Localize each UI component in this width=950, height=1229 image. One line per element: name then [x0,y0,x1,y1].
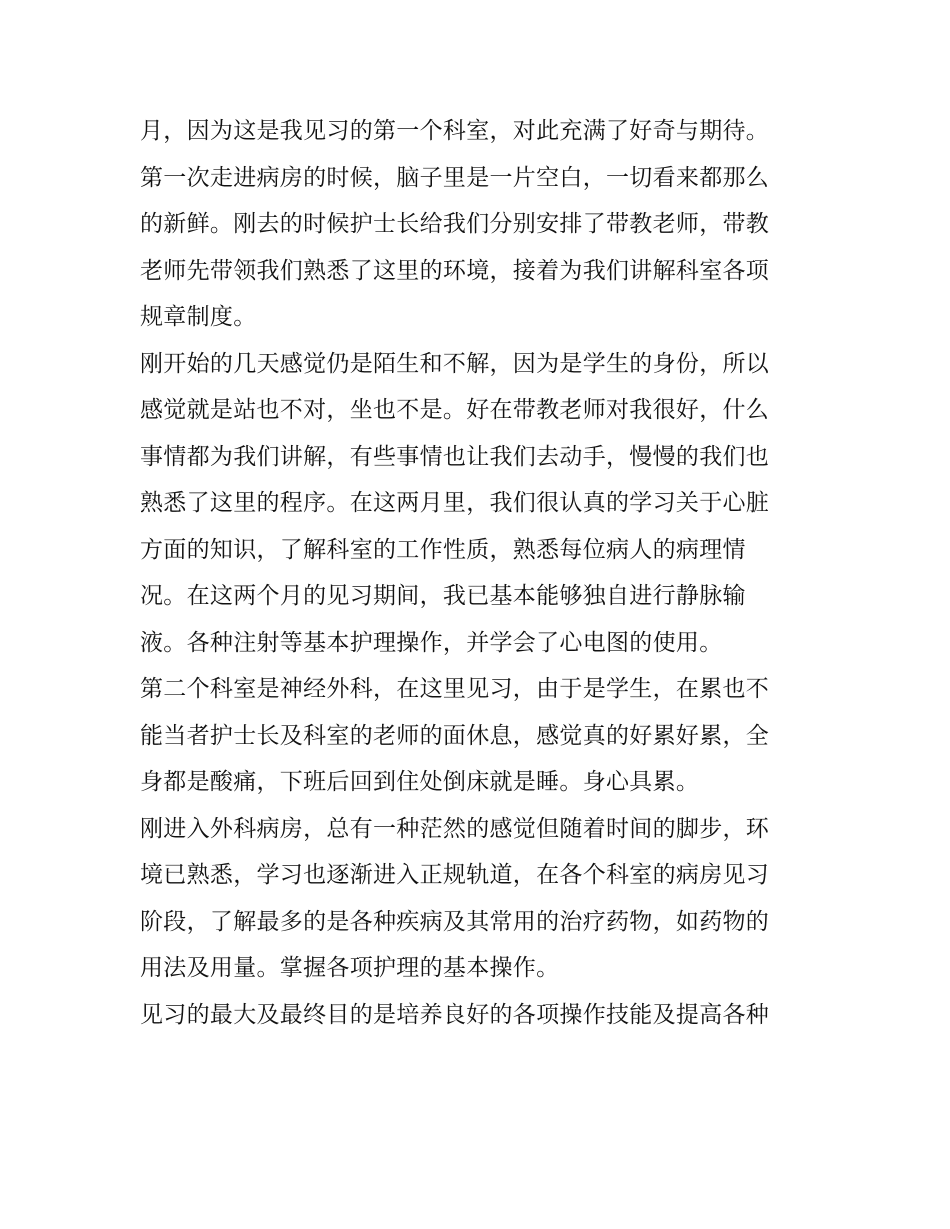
text-line: 月，因为这是我见习的第一个科室，对此充满了好奇与期待。 [140,118,770,144]
text-line: 事情都为我们讲解，有些事情也让我们去动手，慢慢的我们也 [140,443,770,470]
text-line: 规章制度。 [140,304,257,330]
text-line: 阶段，了解最多的是各种疾病及其常用的治疗药物，如药物的 [140,908,770,935]
text-line: 刚进入外科病房，总有一种茫然的感觉但随着时间的脚步，环 [140,815,770,842]
text-line: 刚开始的几天感觉仍是陌生和不解，因为是学生的身份，所以 [140,350,770,377]
text-line: 见习的最大及最终目的是培养良好的各项操作技能及提高各种 [140,1001,770,1028]
body-text [140,108,820,1038]
text-line: 第二个科室是神经外科，在这里见习，由于是学生，在累也不 [140,676,770,702]
text-line: 境已熟悉，学习也逐渐进入正规轨道，在各个科室的病房见习 [140,862,770,888]
text-line: 方面的知识，了解科室的工作性质，熟悉每位病人的病理情 [140,536,746,563]
text-line: 感觉就是站也不对，坐也不是。好在带教老师对我很好，什么 [140,397,770,423]
text-line: 熟悉了这里的程序。在这两月里，我们很认真的学习关于心脏 [140,490,770,516]
text-line: 身都是酸痛，下班后回到住处倒床就是睡。身心具累。 [140,769,700,795]
text-line: 能当者护士长及科室的老师的面休息，感觉真的好累好累，全 [140,722,770,749]
text-line: 的新鲜。刚去的时候护士长给我们分别安排了带教老师，带教 [140,211,770,237]
text-line: 况。在这两个月的见习期间，我已基本能够独自进行静脉输 [140,583,746,609]
text-line: 液。各种注射等基本护理操作，并学会了心电图的使用。 [140,629,723,656]
text-line: 用法及用量。掌握各项护理的基本操作。 [140,955,560,981]
text-line: 第一次走进病房的时候，脑子里是一片空白，一切看来都那么 [140,164,770,191]
text-line: 老师先带领我们熟悉了这里的环境，接着为我们讲解科室各项 [140,257,770,284]
